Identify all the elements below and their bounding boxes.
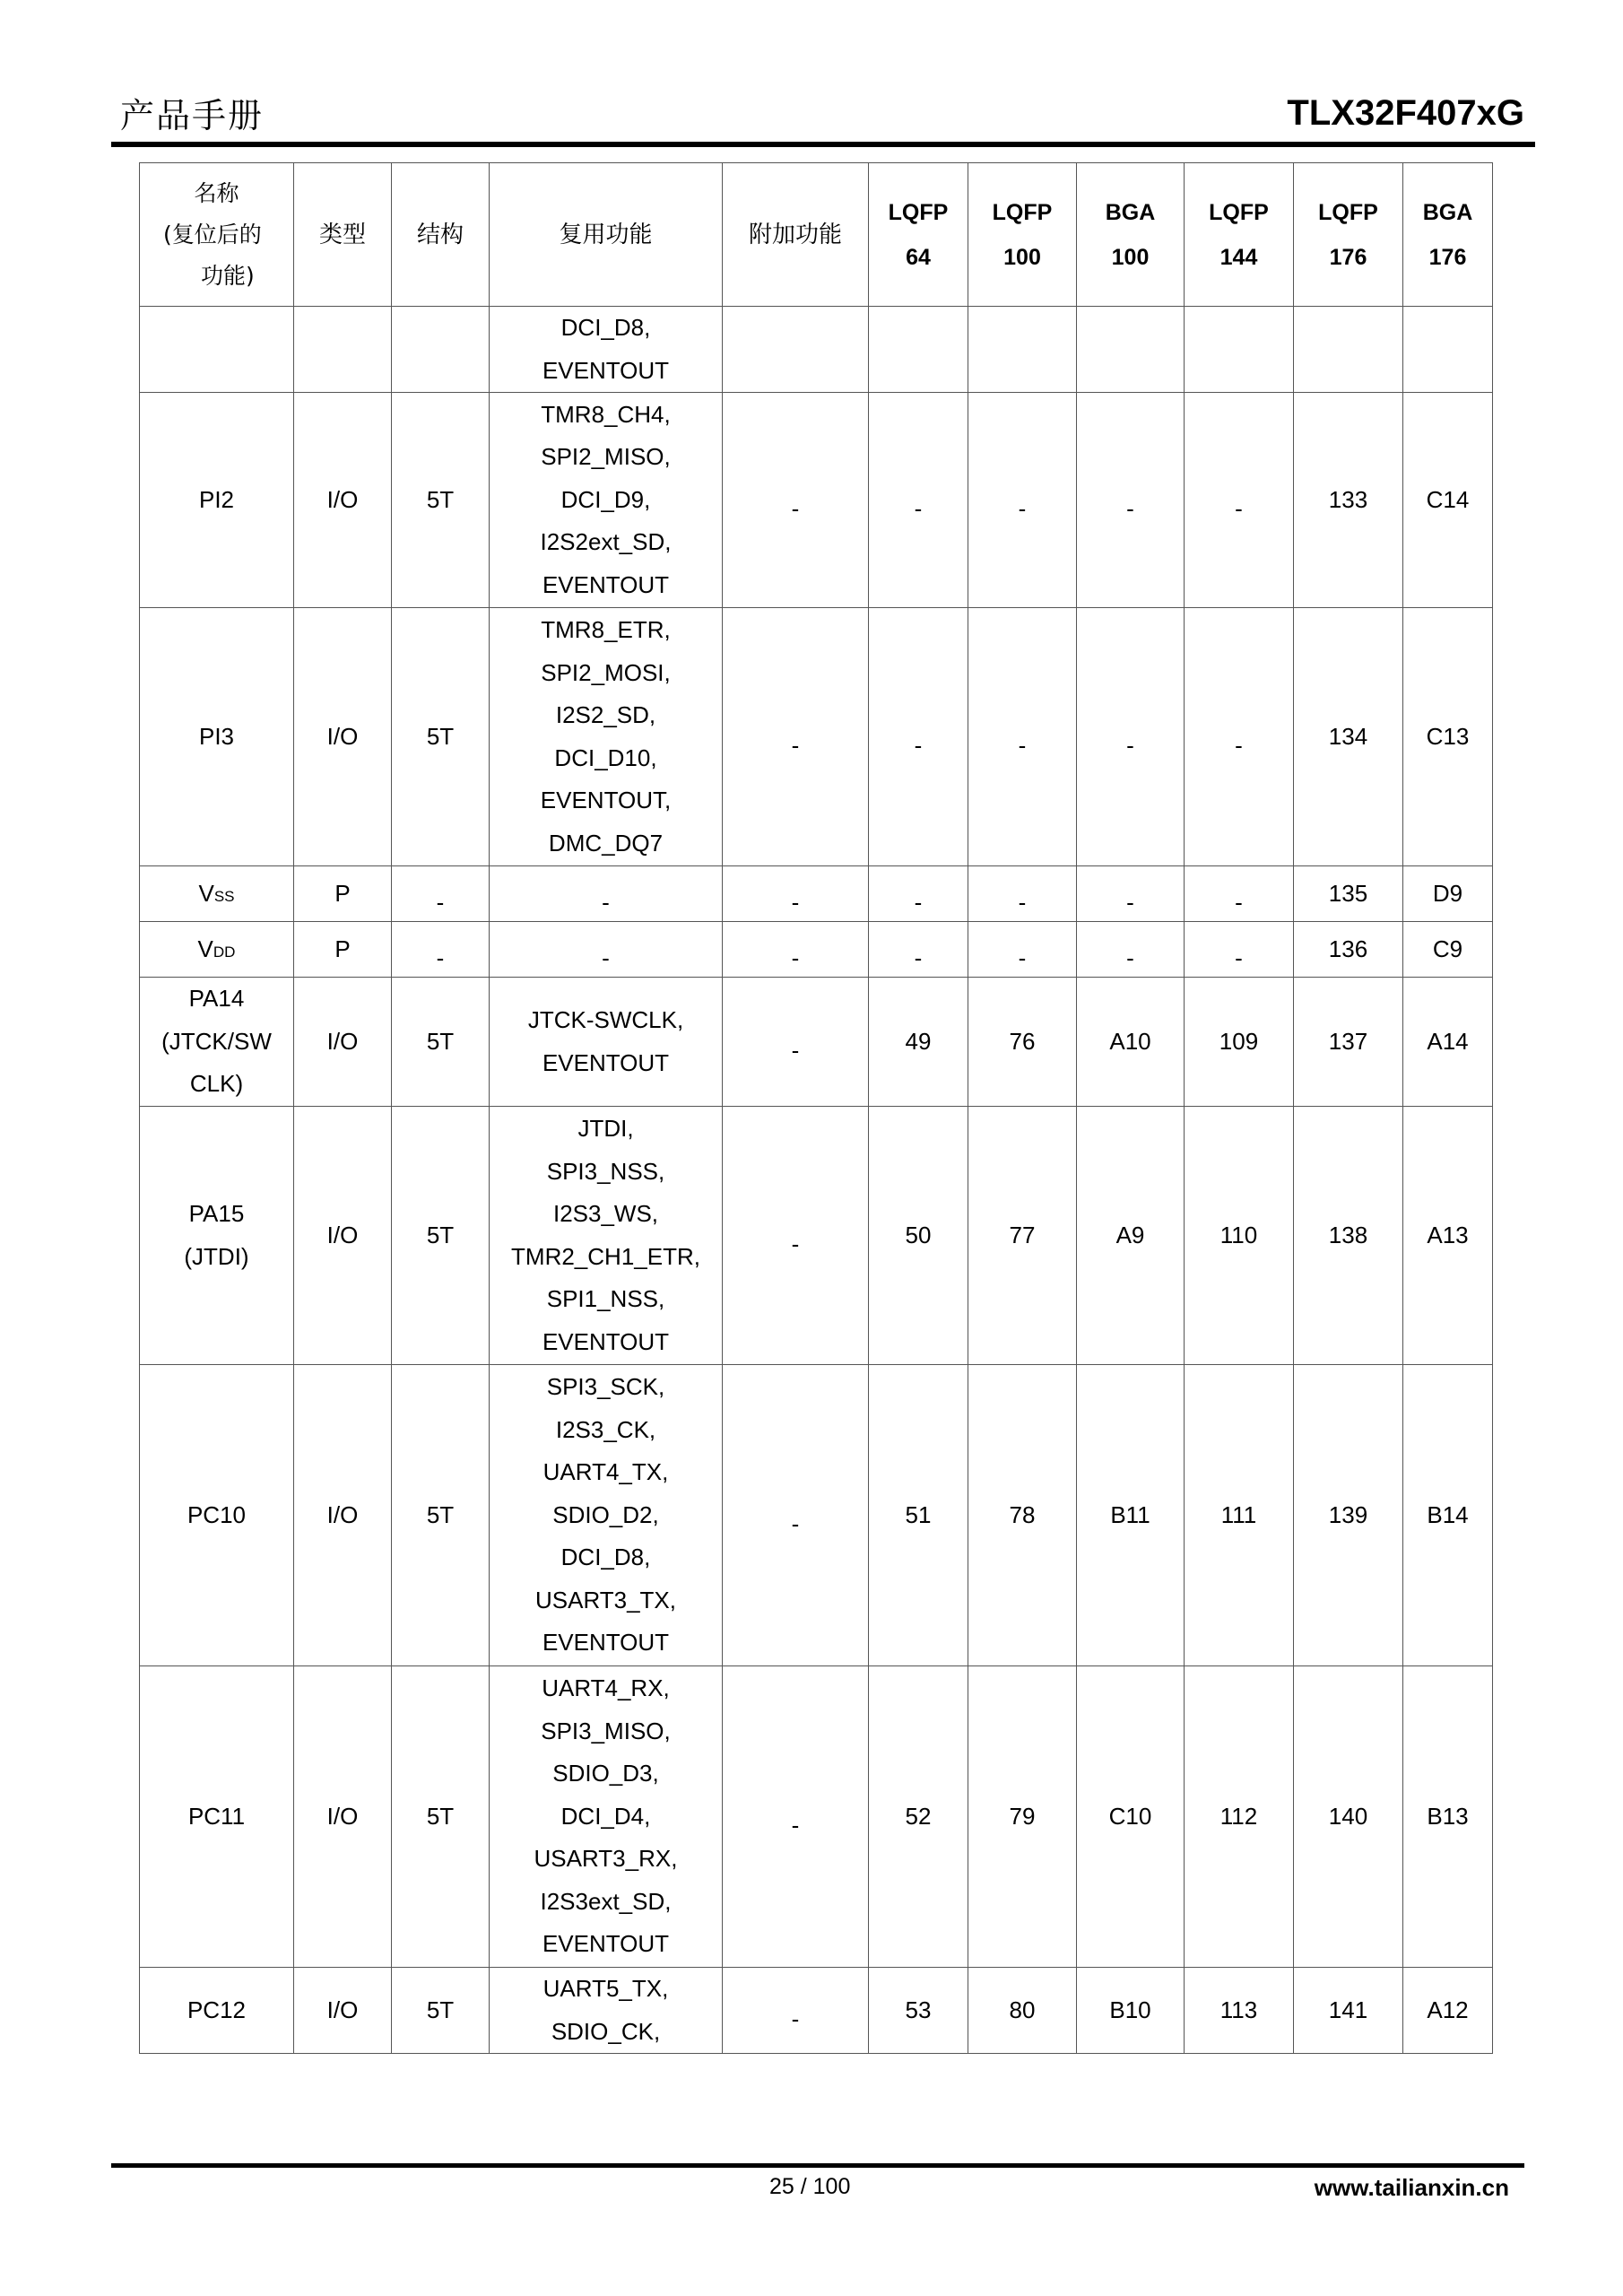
- cell-line: PC10: [187, 1500, 247, 1528]
- pin-number-cell: 51: [869, 1365, 968, 1666]
- cell-line: JTDI,: [577, 1115, 634, 1142]
- header-structure: 结构: [392, 163, 490, 307]
- pin-number-cell: A13: [1403, 1107, 1493, 1365]
- cell-line: DCI_D9,: [560, 485, 651, 513]
- header-name: 名称 (复位后的 功能): [140, 163, 294, 307]
- additional-function-cell: -: [723, 1365, 869, 1666]
- pin-definition-table: [139, 162, 1493, 2054]
- cell-line: SPI2_MOSI,: [541, 658, 671, 686]
- cell-line: DMC_DQ7: [548, 829, 664, 857]
- pin-number-cell: -: [869, 866, 968, 922]
- pin-number-cell: 112: [1185, 1666, 1294, 1968]
- cell-line: DCI_D4,: [560, 1802, 651, 1830]
- table-row: [140, 922, 1493, 978]
- pin-structure-cell: 5T: [392, 1107, 490, 1365]
- pin-number-cell: 77: [968, 1107, 1077, 1365]
- pin-structure-cell: -: [392, 922, 490, 978]
- cell-line: EVENTOUT: [542, 570, 670, 598]
- pin-number-cell: B11: [1077, 1365, 1185, 1666]
- cell-line: EVENTOUT: [542, 1048, 670, 1076]
- pin-number-cell: C9: [1403, 922, 1493, 978]
- pin-structure-cell: [392, 307, 490, 393]
- cell-line: PI2: [198, 485, 235, 513]
- pin-name-cell: [140, 393, 294, 608]
- pin-number-cell: 136: [1294, 922, 1403, 978]
- header-type: 类型: [294, 163, 392, 307]
- website: www.tailianxin.cn: [1314, 2174, 1509, 2201]
- pin-name-cell: [140, 1365, 294, 1666]
- cell-line: SPI3_SCK,: [546, 1373, 665, 1401]
- pin-number-cell: 134: [1294, 608, 1403, 866]
- pin-name-cell: VDD: [140, 922, 294, 978]
- cell-line: UART5_TX,: [542, 1975, 669, 2002]
- pin-number-cell: 76: [968, 978, 1077, 1107]
- pin-number-cell: A12: [1403, 1968, 1493, 2054]
- pin-number-cell: -: [1077, 866, 1185, 922]
- cell-line: PA15: [188, 1200, 245, 1227]
- alt-function-cell: [490, 608, 723, 866]
- cell-line: PC12: [187, 1996, 247, 2023]
- table-row: [140, 1968, 1493, 2054]
- pin-structure-cell: 5T: [392, 608, 490, 866]
- cell-line: I2S2_SD,: [555, 701, 656, 728]
- cell-line: I2S3ext_SD,: [540, 1887, 672, 1915]
- additional-function-cell: -: [723, 978, 869, 1107]
- pin-number-cell: 79: [968, 1666, 1077, 1968]
- pin-number-cell: -: [1077, 922, 1185, 978]
- cell-line: PC11: [187, 1802, 246, 1830]
- pin-structure-cell: 5T: [392, 1968, 490, 2054]
- pin-name-cell: [140, 978, 294, 1107]
- cell-line: DCI_D8,: [560, 1544, 651, 1571]
- table-row: [140, 307, 1493, 393]
- table-row: [140, 1666, 1493, 1968]
- cell-line: EVENTOUT: [542, 1930, 670, 1958]
- pin-number-cell: -: [1185, 608, 1294, 866]
- pin-type-cell: I/O: [294, 1968, 392, 2054]
- header-package: BGA 176: [1403, 163, 1493, 307]
- cell-line: EVENTOUT: [542, 356, 670, 384]
- pin-number-cell: A9: [1077, 1107, 1185, 1365]
- pin-number-cell: C14: [1403, 393, 1493, 608]
- table-row: [140, 608, 1493, 866]
- pin-name-cell: [140, 307, 294, 393]
- pin-number-cell: 49: [869, 978, 968, 1107]
- additional-function-cell: [723, 307, 869, 393]
- alt-function-cell: [490, 1666, 723, 1968]
- pin-number-cell: B13: [1403, 1666, 1493, 1968]
- pin-number-cell: -: [1077, 608, 1185, 866]
- document-label: 产品手册: [120, 96, 265, 135]
- pin-name-cell: [140, 608, 294, 866]
- header-rule: [111, 142, 1535, 147]
- cell-line: TMR8_CH4,: [541, 400, 671, 428]
- pin-number-cell: -: [1185, 393, 1294, 608]
- pin-number-cell: [869, 307, 968, 393]
- pin-structure-cell: 5T: [392, 1666, 490, 1968]
- cell-line: DCI_D8,: [560, 314, 651, 341]
- header-package: BGA 100: [1077, 163, 1185, 307]
- pin-number-cell: 78: [968, 1365, 1077, 1666]
- alt-function-cell: [490, 307, 723, 393]
- pin-number-cell: C13: [1403, 608, 1493, 866]
- pin-number-cell: 113: [1185, 1968, 1294, 2054]
- pin-type-cell: P: [294, 922, 392, 978]
- pin-number-cell: A10: [1077, 978, 1185, 1107]
- pin-number-cell: 133: [1294, 393, 1403, 608]
- footer-rule: [111, 2163, 1524, 2168]
- pin-number-cell: [1185, 307, 1294, 393]
- table-row: [140, 1365, 1493, 1666]
- cell-line: USART3_TX,: [534, 1586, 676, 1613]
- pin-number-cell: 135: [1294, 866, 1403, 922]
- pin-number-cell: -: [968, 393, 1077, 608]
- cell-line: DCI_D10,: [554, 744, 657, 771]
- alt-function-cell: -: [490, 866, 723, 922]
- header-package: LQFP 176: [1294, 163, 1403, 307]
- pin-type-cell: P: [294, 866, 392, 922]
- pin-number-cell: -: [968, 608, 1077, 866]
- cell-line: I2S2ext_SD,: [540, 528, 672, 556]
- page-number: 25 / 100: [769, 2174, 851, 2199]
- cell-line: SPI1_NSS,: [546, 1285, 665, 1312]
- pin-type-cell: I/O: [294, 978, 392, 1107]
- pin-type-cell: I/O: [294, 608, 392, 866]
- header-alt-function: 复用功能: [490, 163, 723, 307]
- alt-function-cell: [490, 978, 723, 1107]
- pin-number-cell: -: [1185, 866, 1294, 922]
- pin-name-cell: VSS: [140, 866, 294, 922]
- pin-number-cell: 140: [1294, 1666, 1403, 1968]
- pin-number-cell: 50: [869, 1107, 968, 1365]
- alt-function-cell: [490, 1968, 723, 2054]
- cell-line: EVENTOUT: [542, 1629, 670, 1657]
- table-header-row: [140, 163, 1493, 307]
- additional-function-cell: -: [723, 1666, 869, 1968]
- pin-number-cell: -: [869, 608, 968, 866]
- pin-type-cell: I/O: [294, 393, 392, 608]
- part-number: TLX32F407xG: [1287, 93, 1524, 133]
- pin-number-cell: 141: [1294, 1968, 1403, 2054]
- pin-number-cell: -: [1077, 393, 1185, 608]
- pin-number-cell: -: [1185, 922, 1294, 978]
- pin-number-cell: [968, 307, 1077, 393]
- pin-structure-cell: 5T: [392, 393, 490, 608]
- cell-line: TMR2_CH1_ETR,: [511, 1242, 700, 1270]
- cell-line: UART4_TX,: [542, 1458, 669, 1486]
- pin-number-cell: 139: [1294, 1365, 1403, 1666]
- pin-number-cell: 80: [968, 1968, 1077, 2054]
- cell-line: USART3_RX,: [534, 1845, 678, 1873]
- cell-line: UART4_RX,: [542, 1674, 670, 1702]
- cell-line: PA14: [188, 985, 245, 1013]
- additional-function-cell: -: [723, 608, 869, 866]
- pin-number-cell: [1294, 307, 1403, 393]
- pin-structure-cell: 5T: [392, 978, 490, 1107]
- additional-function-cell: -: [723, 1107, 869, 1365]
- cell-line: JTCK-SWCLK,: [527, 1006, 684, 1033]
- pin-number-cell: -: [968, 866, 1077, 922]
- pin-number-cell: 52: [869, 1666, 968, 1968]
- pin-structure-cell: 5T: [392, 1365, 490, 1666]
- cell-line: SPI3_MISO,: [541, 1717, 671, 1744]
- header-package: LQFP 64: [869, 163, 968, 307]
- pin-name-cell: [140, 1107, 294, 1365]
- pin-number-cell: B10: [1077, 1968, 1185, 2054]
- pin-number-cell: C10: [1077, 1666, 1185, 1968]
- additional-function-cell: -: [723, 922, 869, 978]
- pin-number-cell: 111: [1185, 1365, 1294, 1666]
- header-package: LQFP 100: [968, 163, 1077, 307]
- cell-line: SDIO_D3,: [552, 1760, 659, 1787]
- additional-function-cell: -: [723, 393, 869, 608]
- cell-line: PI3: [198, 722, 235, 750]
- pin-number-cell: [1403, 307, 1493, 393]
- alt-function-cell: -: [490, 922, 723, 978]
- cell-line: (JTDI): [184, 1242, 249, 1270]
- pin-number-cell: 138: [1294, 1107, 1403, 1365]
- alt-function-cell: [490, 393, 723, 608]
- header-package: LQFP 144: [1185, 163, 1294, 307]
- pin-type-cell: I/O: [294, 1107, 392, 1365]
- pin-number-cell: -: [869, 922, 968, 978]
- pin-number-cell: -: [968, 922, 1077, 978]
- cell-line: SDIO_D2,: [552, 1500, 659, 1528]
- alt-function-cell: [490, 1107, 723, 1365]
- additional-function-cell: -: [723, 1968, 869, 2054]
- pin-structure-cell: -: [392, 866, 490, 922]
- cell-line: EVENTOUT,: [540, 787, 672, 813]
- pin-number-cell: 110: [1185, 1107, 1294, 1365]
- header-additional-function: 附加功能: [723, 163, 869, 307]
- cell-line: SPI2_MISO,: [541, 443, 671, 471]
- table-row: [140, 866, 1493, 922]
- cell-line: SPI3_NSS,: [546, 1157, 665, 1185]
- pin-number-cell: D9: [1403, 866, 1493, 922]
- table-row: [140, 1107, 1493, 1365]
- table-row: [140, 978, 1493, 1107]
- pin-number-cell: [1077, 307, 1185, 393]
- pin-number-cell: B14: [1403, 1365, 1493, 1666]
- cell-line: I2S3_WS,: [552, 1200, 659, 1227]
- alt-function-cell: [490, 1365, 723, 1666]
- table-row: [140, 393, 1493, 608]
- cell-line: TMR8_ETR,: [541, 616, 671, 643]
- cell-line: EVENTOUT: [542, 1327, 670, 1355]
- pin-number-cell: 53: [869, 1968, 968, 2054]
- pin-number-cell: 137: [1294, 978, 1403, 1107]
- pin-type-cell: [294, 307, 392, 393]
- cell-line: I2S3_CK,: [555, 1415, 656, 1443]
- pin-type-cell: I/O: [294, 1365, 392, 1666]
- pin-number-cell: 109: [1185, 978, 1294, 1107]
- cell-line: CLK): [189, 1070, 244, 1098]
- cell-line: (JTCK/SW: [161, 1027, 272, 1055]
- pin-name-cell: [140, 1968, 294, 2054]
- pin-number-cell: A14: [1403, 978, 1493, 1107]
- pin-name-cell: [140, 1666, 294, 1968]
- additional-function-cell: -: [723, 866, 869, 922]
- cell-line: SDIO_CK,: [551, 2017, 661, 2045]
- pin-number-cell: -: [869, 393, 968, 608]
- pin-type-cell: I/O: [294, 1666, 392, 1968]
